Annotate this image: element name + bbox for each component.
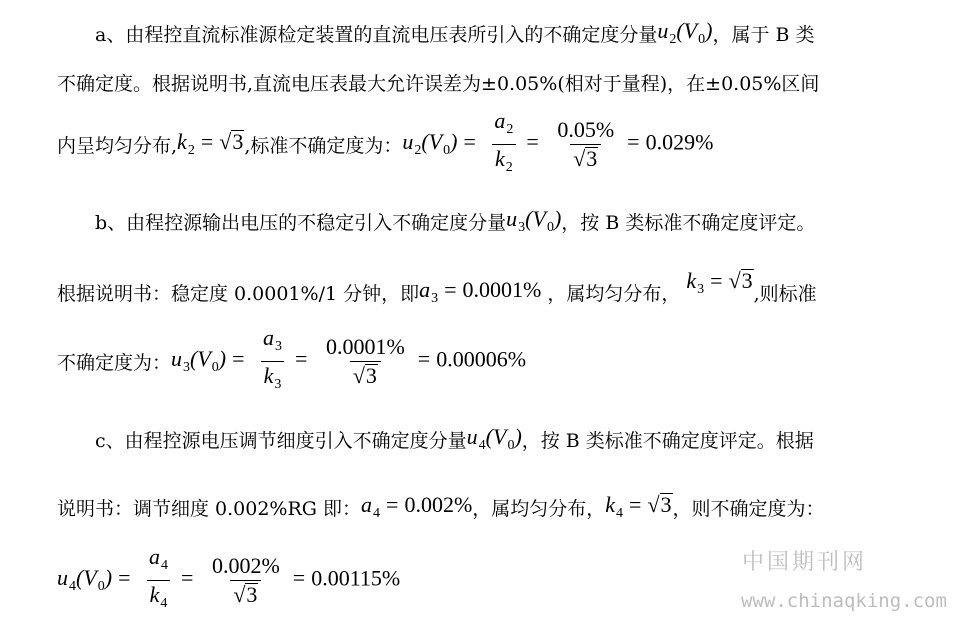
watermark-url: www.chinaqking.com [741, 590, 947, 612]
para-c-line-3 [57, 543, 401, 611]
para-b-text-1-tail: ，按 B 类标准不确定度评定。 [561, 211, 816, 234]
formula-u2-equation: $u_2(V_0)$ = $\frac{a_2}{k_2}$ = 0.05% √ 3 = 0.029% [402, 108, 713, 181]
formula-u4-v0: $u_4(V_0)$ [466, 424, 522, 453]
fraction-a4-k4: $\frac{a_4}{k_4}$ [146, 544, 171, 617]
para-a-text-3-mid: ,标准不确定度为： [244, 134, 403, 157]
para-b-text-2-pre: 根据说明书：稳定度 0.0001%/1 分钟，即 [57, 282, 420, 305]
watermark-title: 中国期刊网 [742, 550, 868, 575]
fraction-a2-k2: $\frac{a_2}{k_2}$ [491, 108, 516, 181]
para-b-line-3 [57, 324, 527, 392]
fraction-value-b: 0.0001% √ 3 [325, 333, 405, 388]
formula-u3-v0: $u_3(V_0)$ [506, 206, 562, 235]
para-c-text-2-pre: 说明书：调节细度 0.002%RG 即： [57, 497, 362, 520]
formula-a3: $a_3 = 0.0001\%$ [419, 277, 542, 306]
formula-k4-eq-sqrt3: $k_4$ = √ 3 [605, 492, 672, 521]
para-c-text-1-tail: ，按 B 类标准不确定度评定。根据 [521, 429, 814, 452]
para-b-text-1: b、由程控源输出电压的不稳定引入不确定度分量 [95, 211, 507, 234]
para-a-line-2 [57, 62, 819, 102]
para-a-text-2: 不确定度。根据说明书,直流电压表最大允许误差为±0.05%(相对于量程)，在±0.05%区间 [57, 72, 820, 95]
para-b-text-3-pre: 不确定度为： [57, 351, 172, 374]
result-a: 0.029% [645, 129, 714, 155]
para-a-text-1-tail: ，属于 B 类 [712, 23, 815, 46]
formula-u4-equation: $u_4(V_0)$ = $\frac{a_4}{k_4}$ = 0.002% √ 3 = 0.00115% [57, 544, 400, 617]
para-c-line-2 [57, 487, 825, 527]
formula-k3-eq-sqrt3: $k_3$ = √ 3 [686, 268, 753, 297]
formula-k2-eq-sqrt3: $k_2$ = √ 3 [177, 129, 244, 158]
para-a-text-3-pre: 内呈均匀分布, [57, 134, 178, 157]
para-a-text-1: a、由程控直流标准源检定装置的直流电压表所引入的不确定度分量 [95, 23, 658, 46]
formula-a4: $a_4 = 0.002\%$ [361, 492, 473, 521]
result-c: 0.00115% [311, 565, 401, 591]
formula-u3-equation: $u_3(V_0)$ = $\frac{a_3}{k_3}$ = 0.0001% √ 3 = 0.00006% [171, 325, 526, 398]
para-c-text-1: c、由程控源电压调节细度引入不确定度分量 [95, 429, 467, 452]
result-b: 0.00006% [436, 346, 527, 372]
fraction-value-a: 0.05% √ 3 [557, 116, 615, 171]
para-a-line-3 [57, 107, 714, 175]
para-b-line-2 [57, 268, 817, 312]
para-a-line-1 [95, 13, 815, 53]
para-c-text-2-tail: ，则不确定度为： [672, 497, 825, 520]
para-c-line-1 [95, 419, 814, 459]
fraction-value-c: 0.002% √ 3 [211, 552, 280, 607]
para-c-text-2-mid: ，属均匀分布， [472, 497, 606, 520]
fraction-a3-k3: $\frac{a_3}{k_3}$ [260, 325, 285, 398]
para-b-text-2-tail: ,则标准 [753, 282, 817, 305]
para-b-line-1 [95, 201, 815, 241]
formula-u2-v0: $u_2(V_0)$ [657, 18, 713, 47]
para-b-text-2-mid: ，属均匀分布， [547, 282, 681, 305]
